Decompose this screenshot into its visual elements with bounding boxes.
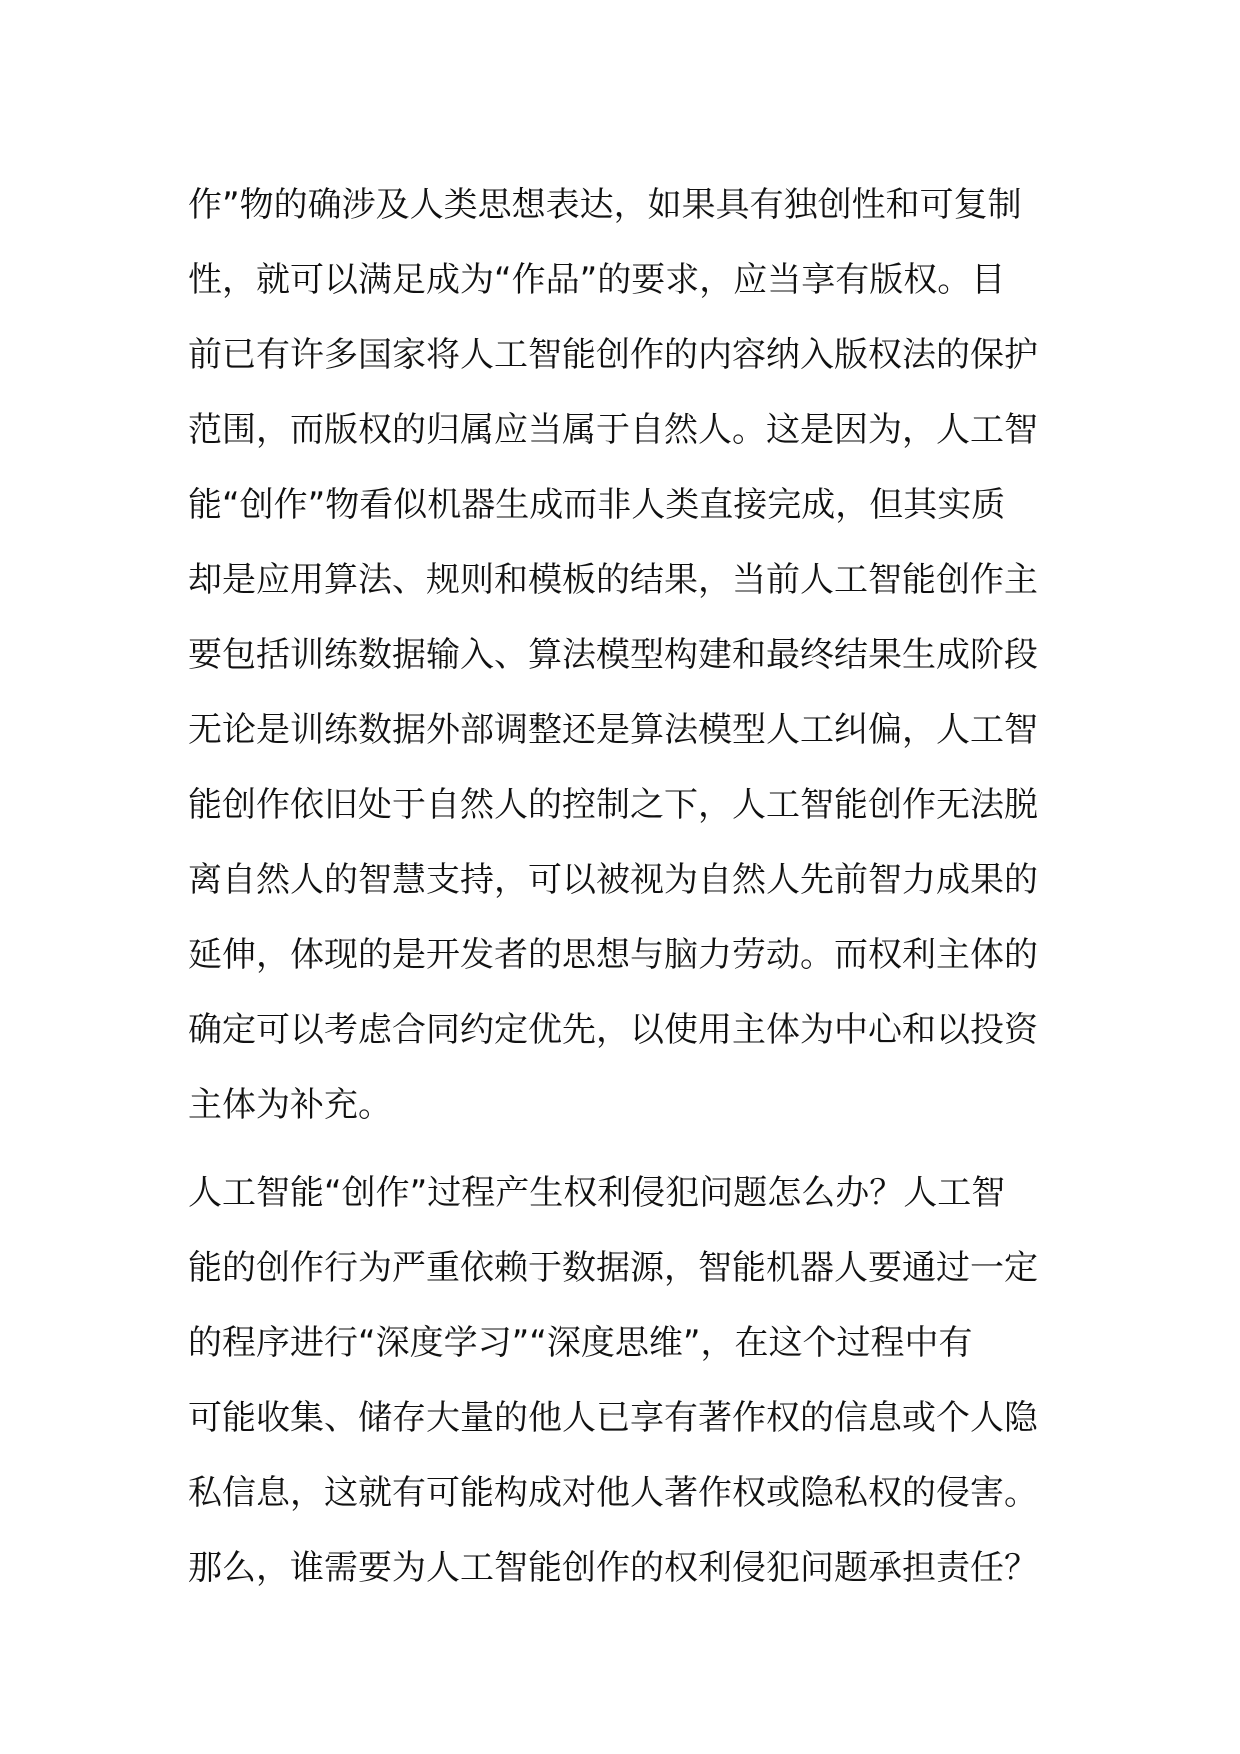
text-line: 前已有许多国家将人工智能创作的内容纳入版权法的保护 bbox=[188, 335, 1038, 375]
text-line: 的程序进行“深度学习”“深度思维”，在这个过程中有 bbox=[188, 1323, 973, 1363]
text-line: 延伸，体现的是开发者的思想与脑力劳动。而权利主体的 bbox=[188, 935, 1038, 975]
text-line: 可能收集、储存大量的他人已享有著作权的信息或个人隐 bbox=[188, 1398, 1038, 1438]
text-line: 能创作依旧处于自然人的控制之下，人工智能创作无法脱 bbox=[188, 785, 1038, 825]
document-body bbox=[188, 168, 1068, 1606]
text-line: 范围，而版权的归属应当属于自然人。这是因为，人工智 bbox=[188, 410, 1038, 450]
text-line: 那么，谁需要为人工智能创作的权利侵犯问题承担责任？ bbox=[188, 1548, 1038, 1588]
paragraph-2 bbox=[188, 1156, 1068, 1606]
text-line: 要包括训练数据输入、算法模型构建和最终结果生成阶段 bbox=[188, 635, 1038, 675]
text-line: 无论是训练数据外部调整还是算法模型人工纠偏，人工智 bbox=[188, 710, 1038, 750]
text-line: 人工智能“创作”过程产生权利侵犯问题怎么办？人工智 bbox=[188, 1173, 1006, 1213]
text-line: 能的创作行为严重依赖于数据源，智能机器人要通过一定 bbox=[188, 1248, 1038, 1288]
text-line: 性，就可以满足成为“作品”的要求，应当享有版权。目 bbox=[188, 260, 1006, 300]
text-line: 确定可以考虑合同约定优先，以使用主体为中心和以投资 bbox=[188, 1010, 1038, 1050]
text-line: 却是应用算法、规则和模板的结果，当前人工智能创作主 bbox=[188, 560, 1038, 600]
text-line: 私信息，这就有可能构成对他人著作权或隐私权的侵害。 bbox=[188, 1473, 1038, 1513]
paragraph-spacer bbox=[188, 1143, 1068, 1156]
text-line: 作”物的确涉及人类思想表达，如果具有独创性和可复制 bbox=[188, 185, 1022, 225]
paragraph-1 bbox=[188, 168, 1068, 1143]
text-line: 能“创作”物看似机器生成而非人类直接完成，但其实质 bbox=[188, 485, 1006, 525]
text-line: 主体为补充。 bbox=[188, 1085, 392, 1125]
text-line: 离自然人的智慧支持，可以被视为自然人先前智力成果的 bbox=[188, 860, 1038, 900]
